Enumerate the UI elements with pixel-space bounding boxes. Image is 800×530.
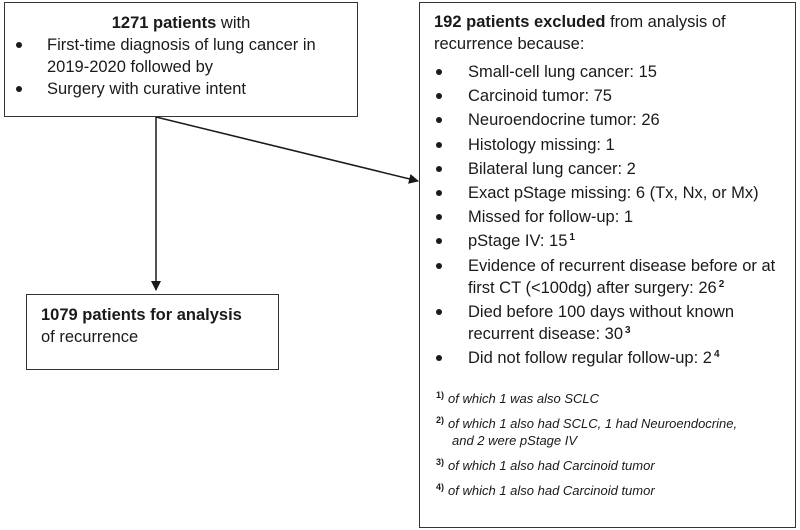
- bullet-dot: [436, 190, 442, 196]
- exclusion-item: [420, 255, 795, 299]
- criteria-item: [5, 78, 357, 100]
- analysis-cohort-box: [26, 294, 279, 370]
- analysis-cohort-title: [41, 304, 278, 348]
- exclusion-text: Evidence of recurrent disease before or at first CT (<100dg) after surgery: 26: [468, 256, 776, 297]
- exclusion-item: [420, 230, 795, 252]
- exclusion-note: 1: [569, 232, 575, 244]
- exclusion-text: Bilateral lung cancer: 2: [468, 159, 636, 178]
- footnote-mark: 2): [436, 414, 445, 425]
- exclusion-item: [420, 85, 795, 107]
- footnote-continuation: and 2 were pStage IV: [452, 432, 578, 448]
- exclusion-item: [420, 134, 795, 156]
- initial-cohort-count: 1271 patients: [111, 14, 217, 32]
- footnote-text: of which 1 was also SCLC: [448, 390, 600, 406]
- bullet-dot: [436, 309, 442, 315]
- exclusion-text: Missed for follow-up: 1: [468, 208, 634, 227]
- criteria-text: Surgery with curative intent: [47, 80, 247, 98]
- exclusion-item: [420, 61, 795, 83]
- exclusion-note: 4: [713, 348, 720, 360]
- footnote-mark: 4): [436, 481, 445, 492]
- exclusion-reasons-list: [420, 61, 795, 369]
- excluded-cohort-title: [434, 11, 784, 55]
- footnote: [436, 412, 795, 449]
- exclusion-item: [420, 301, 795, 345]
- exclusion-item: [420, 109, 795, 131]
- exclusion-item: [420, 182, 795, 204]
- footnote: [436, 387, 795, 407]
- initial-cohort-title: [5, 12, 357, 34]
- exclusion-note: 3: [625, 324, 631, 336]
- exclusion-text: Carcinoid tumor: 75: [468, 87, 612, 106]
- exclusion-text: Neuroendocrine tumor: 26: [468, 111, 660, 130]
- bullet-dot: [436, 238, 442, 244]
- criteria-item: [5, 34, 357, 78]
- exclusion-item: [420, 347, 795, 369]
- initial-cohort-box: [4, 2, 358, 117]
- footnote: [436, 454, 795, 474]
- bullet-dot: [436, 355, 442, 361]
- bullet-dot: [436, 69, 442, 75]
- bullet-dot: [436, 142, 442, 148]
- bullet-dot: [436, 263, 442, 269]
- bullet-dot: [16, 86, 22, 92]
- exclusion-item: [420, 158, 795, 180]
- bullet-dot: [436, 166, 442, 172]
- criteria-text: First-time diagnosis of lung cancer in 2019-2020 followed by: [47, 36, 316, 76]
- exclusion-note: 2: [718, 278, 725, 290]
- analysis-cohort-suffix: of recurrence: [41, 328, 139, 346]
- bullet-dot: [436, 117, 442, 123]
- footnote-text: of which 1 also had Carcinoid tumor: [448, 457, 655, 473]
- exclusion-text: Did not follow regular follow-up: 2: [468, 348, 712, 367]
- footnote-mark: 1): [436, 389, 445, 400]
- footnote-text: of which 1 also had SCLC, 1 had Neuroendocrine,: [448, 415, 738, 431]
- exclusion-item: [420, 206, 795, 228]
- footnotes: [436, 387, 795, 499]
- footnote-text: of which 1 also had Carcinoid tumor: [448, 482, 655, 498]
- exclusion-text: Small-cell lung cancer: 15: [468, 63, 657, 81]
- bullet-dot: [436, 214, 442, 220]
- excluded-cohort-suffix: from analysis of recurrence because:: [434, 13, 726, 53]
- exclusion-text: Exact pStage missing: 6 (Tx, Nx, or Mx): [468, 183, 759, 202]
- excluded-cohort-count: 192 patients excluded: [434, 13, 606, 31]
- footnote: [436, 479, 795, 499]
- bullet-dot: [436, 93, 442, 99]
- footnote-mark: 3): [436, 456, 445, 467]
- initial-cohort-suffix: with: [216, 14, 251, 32]
- exclusion-text: Histology missing: 1: [468, 135, 615, 154]
- exclusion-text: Died before 100 days without known recurrent disease: 30: [468, 302, 734, 343]
- analysis-cohort-count: 1079 patients for analysis: [41, 306, 242, 324]
- bullet-dot: [16, 42, 22, 48]
- initial-criteria-list: [5, 34, 357, 100]
- connector-right: [156, 117, 418, 181]
- excluded-cohort-box: [419, 2, 796, 528]
- exclusion-text: pStage IV: 15: [468, 232, 568, 251]
